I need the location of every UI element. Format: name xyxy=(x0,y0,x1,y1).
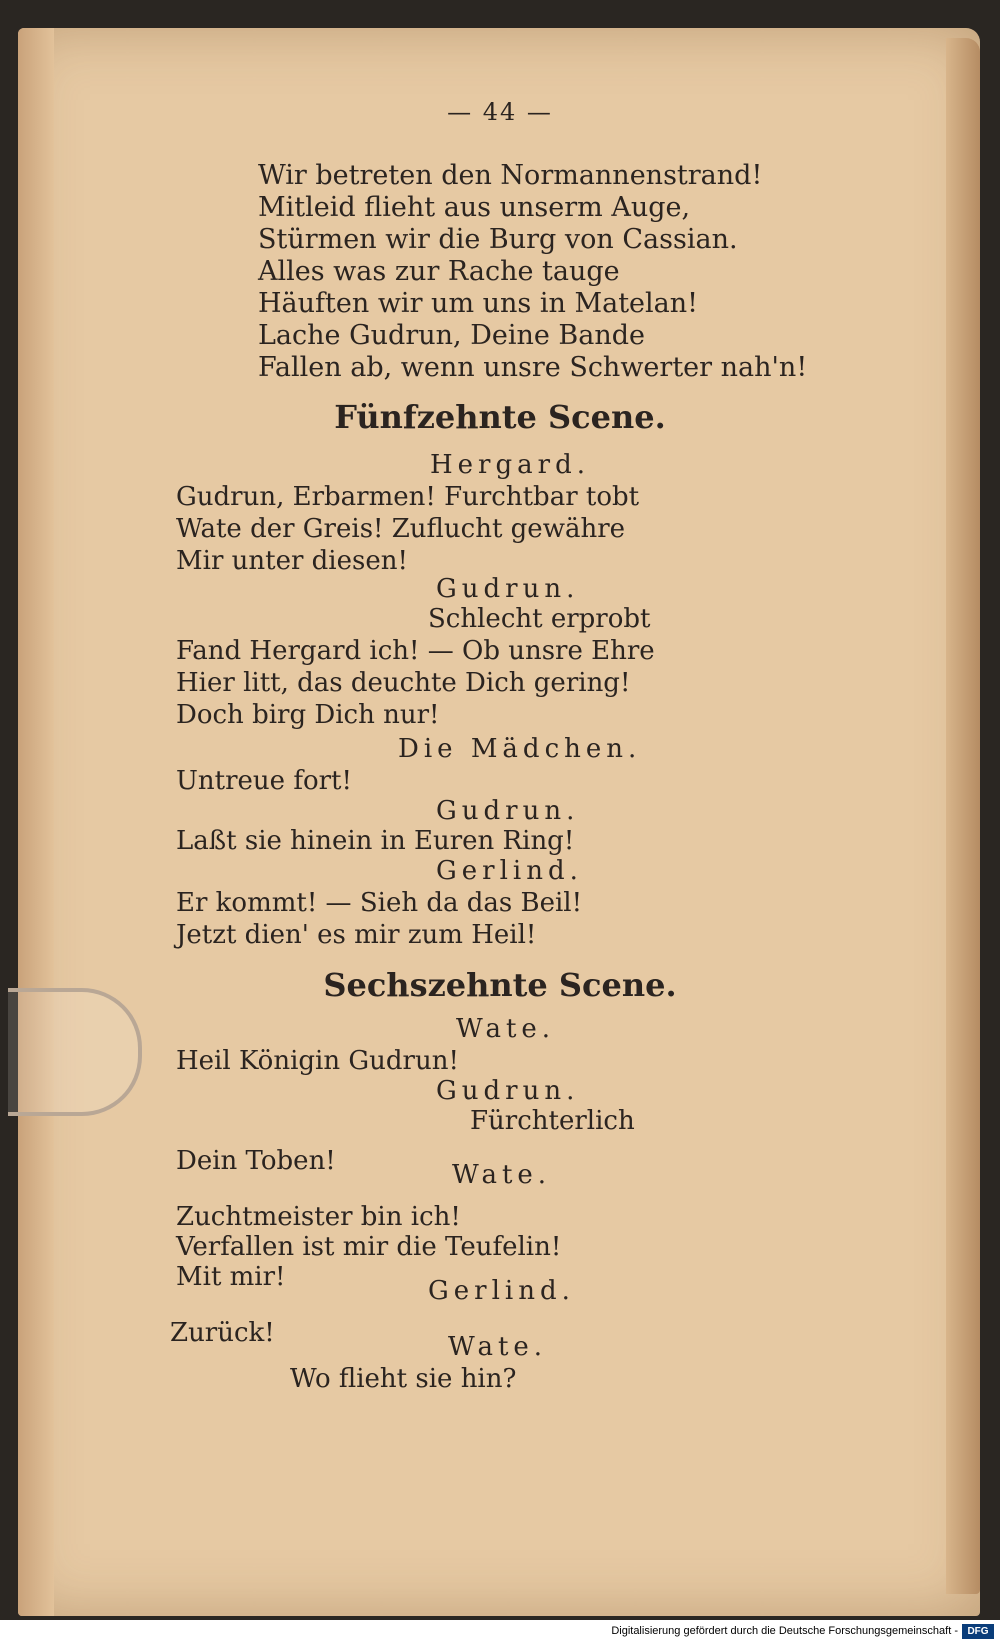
dialogue-line: Er kommt! — Sieh da das Beil! xyxy=(176,888,583,918)
dialogue-line: Doch birg Dich nur! xyxy=(176,700,440,730)
dialogue-line: Fürchterlich xyxy=(470,1106,635,1136)
speaker-name: Die Mädchen. xyxy=(398,734,642,764)
dialogue-line: Wate der Greis! Zuflucht gewähre xyxy=(176,514,626,544)
dialogue-line: Heil Königin Gudrun! xyxy=(176,1046,459,1076)
speaker-name: Wate. xyxy=(452,1160,552,1190)
dialogue-line: Schlecht erprobt xyxy=(428,604,651,634)
bookmark-clip xyxy=(8,988,142,1116)
dfg-logo: DFG xyxy=(962,1624,994,1639)
dialogue-line: Mir unter diesen! xyxy=(176,546,408,576)
dialogue-line: Laßt sie hinein in Euren Ring! xyxy=(176,826,575,856)
page-stack-right xyxy=(946,38,980,1594)
scene-heading: Fünfzehnte Scene. xyxy=(334,398,666,436)
speaker-name: Gudrun. xyxy=(436,1076,580,1106)
verse-line: Mitleid flieht aus unserm Auge, xyxy=(258,192,691,223)
verse-line: Häuften wir um uns in Matelan! xyxy=(258,288,699,319)
dialogue-line: Zurück! xyxy=(170,1318,275,1348)
page-stack-left xyxy=(18,28,54,1616)
speaker-name: Gudrun. xyxy=(436,796,580,826)
dialogue-line: Verfallen ist mir die Teufelin! xyxy=(176,1232,562,1262)
speaker-name: Gerlind. xyxy=(436,856,583,886)
dialogue-line: Wo flieht sie hin? xyxy=(290,1364,517,1394)
dialogue-line: Gudrun, Erbarmen! Furchtbar tobt xyxy=(176,482,640,512)
verse-line: Lache Gudrun, Deine Bande xyxy=(258,320,645,351)
dialogue-line: Fand Hergard ich! — Ob unsre Ehre xyxy=(176,636,655,666)
digitization-footer xyxy=(0,1620,1000,1645)
speaker-name: Gerlind. xyxy=(428,1276,575,1306)
scene-heading: Sechszehnte Scene. xyxy=(323,966,677,1004)
speaker-name: Wate. xyxy=(448,1332,548,1362)
speaker-name: Hergard. xyxy=(430,450,590,480)
verse-line: Alles was zur Rache tauge xyxy=(258,256,620,287)
page-number: — 44 — xyxy=(447,98,553,126)
dialogue-line: Untreue fort! xyxy=(176,766,352,796)
verse-line: Stürmen wir die Burg von Cassian. xyxy=(258,224,738,255)
dialogue-line: Zuchtmeister bin ich! xyxy=(176,1202,461,1232)
dialogue-line: Mit mir! xyxy=(176,1262,286,1292)
dialogue-line: Hier litt, das deuchte Dich gering! xyxy=(176,668,631,698)
dialogue-line: Jetzt dien' es mir zum Heil! xyxy=(176,920,537,950)
funding-credit: Digitalisierung gefördert durch die Deutsche Forschungsgemeinschaft - xyxy=(611,1625,958,1637)
verse-line: Fallen ab, wenn unsre Schwerter nah'n! xyxy=(258,352,808,383)
speaker-name: Gudrun. xyxy=(436,574,580,604)
dialogue-line: Dein Toben! xyxy=(176,1146,336,1176)
verse-line: Wir betreten den Normannenstrand! xyxy=(258,160,763,191)
speaker-name: Wate. xyxy=(456,1014,556,1044)
